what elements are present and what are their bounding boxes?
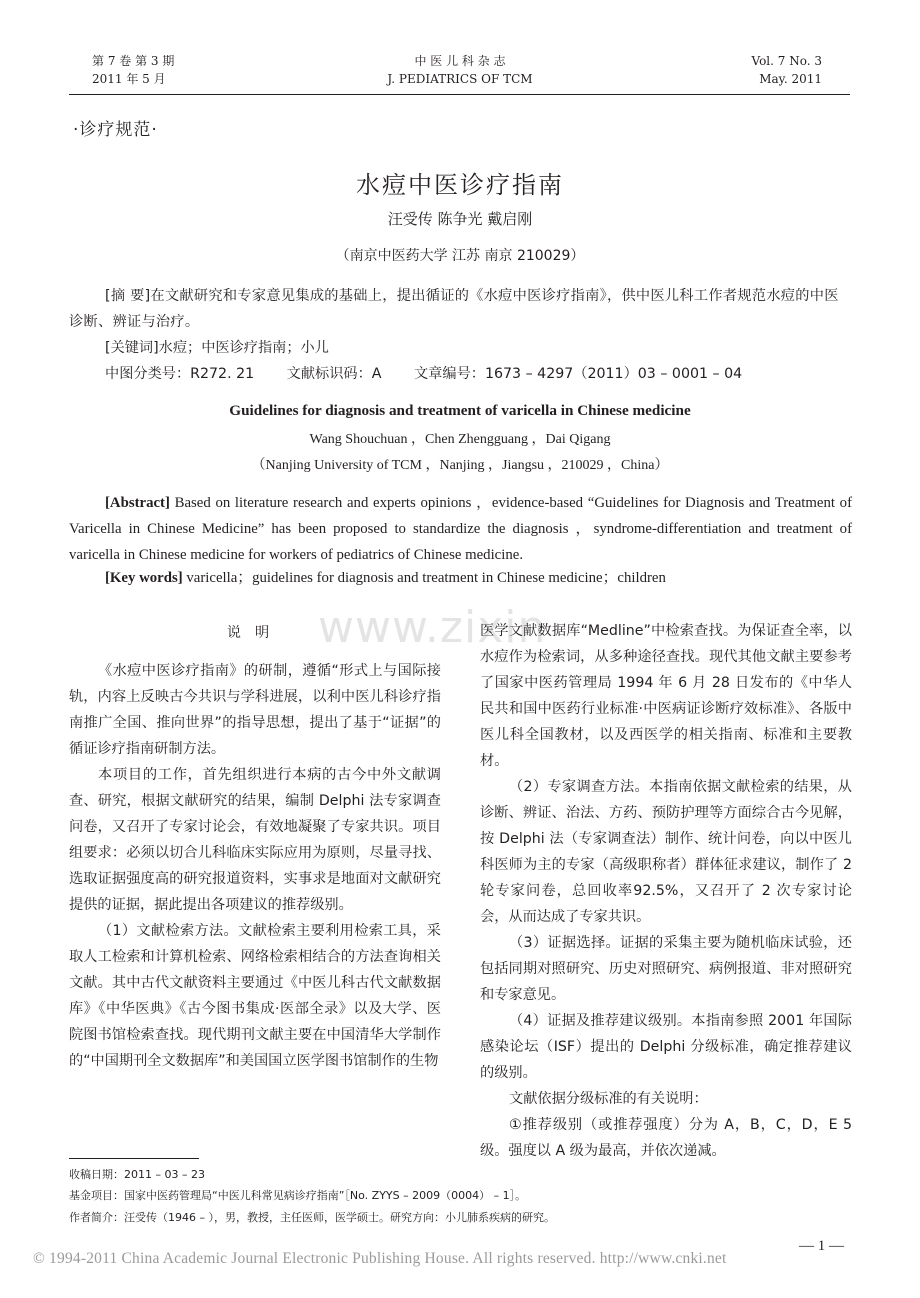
body-paragraph: （1）文献检索方法。文献检索主要利用检索工具，采取人工检索和计算机检索、网络检索相结合的方法查询相关文献。其中古代文献资料主要通过《中医儿科古代文献数据库》《中华医典》《古今图书集成·医部全录》以及大学、医院图书馆检索查找。现代期刊文献主要在中国清华大学制作的“中国期刊全文数据库”和美国国立医学图书馆制作的生物 xyxy=(69,923,441,1069)
article-title-en: Guidelines for diagnosis and treatment of varicella in Chinese medicine xyxy=(229,402,691,419)
header-vol-issue-en: Vol. 7 No. 3 xyxy=(751,54,822,68)
page-number: — 1 — xyxy=(799,1238,844,1254)
keywords-en-text: varicella；guidelines for diagnosis and treatment in Chinese medicine；children xyxy=(182,570,666,586)
clc-number: 中图分类号：R272. 21 xyxy=(105,366,255,382)
header-vol-issue-cn: 第 7 卷 第 3 期 xyxy=(92,54,175,68)
header-journal-cn: 中 医 儿 科 杂 志 xyxy=(414,54,506,68)
body-paragraph: （4）证据及推荐建议级别。本指南参照 2001 年国际感染论坛（ISF）提出的 Delphi 分级标准，确定推荐建议的级别。 xyxy=(480,1013,852,1081)
section-label: ·诊疗规范· xyxy=(73,120,158,140)
keywords-en xyxy=(105,566,666,587)
keywords-en-label: [Key words] xyxy=(105,570,183,586)
body-paragraph: 医学文献数据库“Medline”中检索查找。为保证查全率，以水痘作为检索词，从多种途径查找。现代其他文献主要参考了国家中医药管理局 1994 年 6 月 28 日发布的《中华人民共和国中医药行业标准·中医病证诊断疗效标准》、各版中医儿科全国教材，以及西医学的相关指南、标准和主要教材。 xyxy=(480,623,852,769)
footnote-author-bio: 作者简介：汪受传（1946 – ），男，教授，主任医师，医学硕士。研究方向：小儿肺系疾病的研究。 xyxy=(69,1211,555,1224)
footnote-received: 收稿日期：2011 – 03 – 23 xyxy=(69,1168,205,1181)
affiliation-cn: （南京中医药大学 江苏 南京 210029） xyxy=(335,248,585,264)
body-paragraph: （3）证据选择。证据的采集主要为随机临床试验，还包括同期对照研究、历史对照研究、病例报道、非对照研究和专家意见。 xyxy=(480,935,852,1003)
authors-en: Wang Shouchuan ，Chen Zhengguang ，Dai Qigang xyxy=(309,432,611,447)
copyright-line: © 1994-2011 China Academic Journal Electronic Publishing House. All rights reserved. http://www.cnki.net xyxy=(33,1250,727,1267)
abstract-en-text: Based on literature research and experts opinions ，evidence-based “Guidelines for Diagnosis and Treatment of Varicella in Chinese Medicine” has been proposed to standardize the diagnosis ，syndrome-differentiation and treatment of varicella in Chinese medicine for workers of pediatrics of Chinese medicine. xyxy=(69,495,852,563)
article-title-cn: 水痘中医诊疗指南 xyxy=(356,171,564,199)
abstract-en xyxy=(69,490,852,568)
affiliation-en: （Nanjing University of TCM ，Nanjing ，Jiangsu ，210029 ，China） xyxy=(251,458,669,473)
footnote-rule xyxy=(69,1158,199,1159)
header-issue-info-en xyxy=(752,52,822,88)
header-rule xyxy=(69,94,850,95)
body-column-left xyxy=(69,620,441,1074)
header-date-en: May. 2011 xyxy=(759,72,822,86)
body-paragraph: 文献依据分级标准的有关说明： xyxy=(509,1091,708,1107)
abstract-cn: [摘 要]在文献研究和专家意见集成的基础上，提出循证的《水痘中医诊疗指南》，供中医儿科工作者规范水痘的中医诊断、辨证与治疗。 xyxy=(69,288,839,330)
body-paragraph: （2）专家调查方法。本指南依据文献检索的结果，从诊断、辨证、治法、方药、预防护理等方面综合古今见解，按 Delphi 法（专家调查法）制作、统计问卷，向以中医儿科医师为主的专家（高级职称者）群体征求建议，制作了 2 轮专家问卷，总回收率92.5%，又召开了 2 次专家讨论会，从而达成了专家共识。 xyxy=(480,779,852,925)
body-column-right xyxy=(480,618,852,1164)
keywords-cn: [关键词]水痘；中医诊疗指南；小儿 xyxy=(105,340,329,356)
body-paragraph: ①推荐级别（或推荐强度）分为 A，B，C，D，E 5 级。强度以 A 级为最高，并依次递减。 xyxy=(480,1117,852,1159)
header-date-cn: 2011 年 5 月 xyxy=(92,72,166,86)
watermark: www.zixin xyxy=(318,602,547,653)
section-heading: 说明 xyxy=(226,625,284,641)
article-number: 文章编号：1673 – 4297（2011）03 – 0001 – 04 xyxy=(414,366,743,382)
authors-cn: 汪受传 陈争光 戴启刚 xyxy=(387,210,533,228)
footnote-fund: 基金项目：国家中医药管理局“中医儿科常见病诊疗指南”［No. ZYYS – 2009（0004） – 1］。 xyxy=(69,1189,527,1202)
classification-line xyxy=(105,361,770,387)
document-code: 文献标识码：A xyxy=(286,366,382,382)
abstract-en-label: [Abstract] xyxy=(105,495,170,511)
body-paragraph: 《水痘中医诊疗指南》的研制，遵循“形式上与国际接轨，内容上反映古今共识与学科进展，以利中医儿科诊疗指南推广全国、推向世界”的指导思想，提出了基于“证据”的循证诊疗指南研制方法。 xyxy=(69,663,441,757)
body-paragraph: 本项目的工作，首先组织进行本病的古今中外文献调查、研究，根据文献研究的结果，编制 Delphi 法专家调查问卷，又召开了专家讨论会，有效地凝聚了专家共识。项目组要求：必须以切合儿科临床实际应用为原则，尽量寻找、选取证据强度高的研究报道资料，实事求是地面对文献研究提供的证据，据此提出各项建议的推荐级别。 xyxy=(69,767,441,913)
header-journal-en: J. PEDIATRICS OF TCM xyxy=(387,72,533,86)
